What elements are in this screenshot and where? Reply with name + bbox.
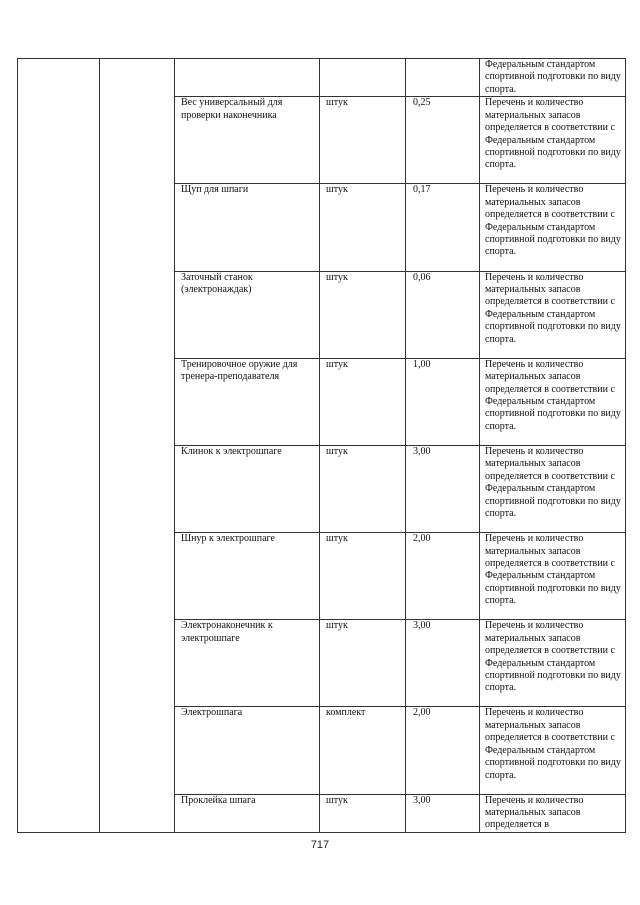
- item-name-cell: Щуп для шпаги: [175, 184, 320, 271]
- note-cell: Перечень и количество материальных запасов определяется в: [480, 794, 626, 832]
- item-name-cell: Электрошпага: [175, 707, 320, 794]
- quantity-cell: [406, 59, 480, 97]
- note-cell: Перечень и количество материальных запасов определяется в соответствии с Федеральным стандартом спортивной подготовки по виду спорта.: [480, 97, 626, 184]
- merged-cell-col1: [18, 59, 100, 833]
- note-cell: Перечень и количество материальных запасов определяется в соответствии с Федеральным стандартом спортивной подготовки по виду спорта.: [480, 271, 626, 358]
- item-name-cell: [175, 59, 320, 97]
- note-cell: Перечень и количество материальных запасов определяется в соответствии с Федеральным стандартом спортивной подготовки по виду спорта.: [480, 707, 626, 794]
- quantity-cell: 0,06: [406, 271, 480, 358]
- unit-cell: штук: [320, 533, 406, 620]
- unit-cell: комплект: [320, 707, 406, 794]
- item-name-cell: Проклейка шпага: [175, 794, 320, 832]
- quantity-cell: 0,17: [406, 184, 480, 271]
- note-cell: Перечень и количество материальных запасов определяется в соответствии с Федеральным стандартом спортивной подготовки по виду спорта.: [480, 620, 626, 707]
- unit-cell: штук: [320, 358, 406, 445]
- quantity-cell: 3,00: [406, 794, 480, 832]
- quantity-cell: 2,00: [406, 533, 480, 620]
- page-number: 717: [310, 839, 330, 851]
- unit-cell: штук: [320, 184, 406, 271]
- note-cell: Перечень и количество материальных запасов определяется в соответствии с Федеральным стандартом спортивной подготовки по виду спорта.: [480, 184, 626, 271]
- item-name-cell: Вес универсальный для проверки наконечника: [175, 97, 320, 184]
- item-name-cell: Электронаконечник к электрошпаге: [175, 620, 320, 707]
- item-name-cell: Заточный станок (электронаждак): [175, 271, 320, 358]
- note-cell: Перечень и количество материальных запасов определяется в соответствии с Федеральным стандартом спортивной подготовки по виду спорта.: [480, 445, 626, 532]
- note-cell: Федеральным стандартом спортивной подготовки по виду спорта.: [480, 59, 626, 97]
- quantity-cell: 0,25: [406, 97, 480, 184]
- unit-cell: штук: [320, 794, 406, 832]
- merged-cell-col2: [100, 59, 175, 833]
- unit-cell: штук: [320, 271, 406, 358]
- quantity-cell: 2,00: [406, 707, 480, 794]
- unit-cell: [320, 59, 406, 97]
- item-name-cell: Клинок к электрошпаге: [175, 445, 320, 532]
- note-cell: Перечень и количество материальных запасов определяется в соответствии с Федеральным стандартом спортивной подготовки по виду спорта.: [480, 358, 626, 445]
- quantity-cell: 3,00: [406, 445, 480, 532]
- quantity-cell: 3,00: [406, 620, 480, 707]
- materials-table: [17, 58, 626, 833]
- item-name-cell: Шнур к электрошпаге: [175, 533, 320, 620]
- table-row: [18, 59, 626, 97]
- quantity-cell: 1,00: [406, 358, 480, 445]
- unit-cell: штук: [320, 445, 406, 532]
- unit-cell: штук: [320, 620, 406, 707]
- item-name-cell: Тренировочное оружие для тренера-преподавателя: [175, 358, 320, 445]
- note-cell: Перечень и количество материальных запасов определяется в соответствии с Федеральным стандартом спортивной подготовки по виду спорта.: [480, 533, 626, 620]
- unit-cell: штук: [320, 97, 406, 184]
